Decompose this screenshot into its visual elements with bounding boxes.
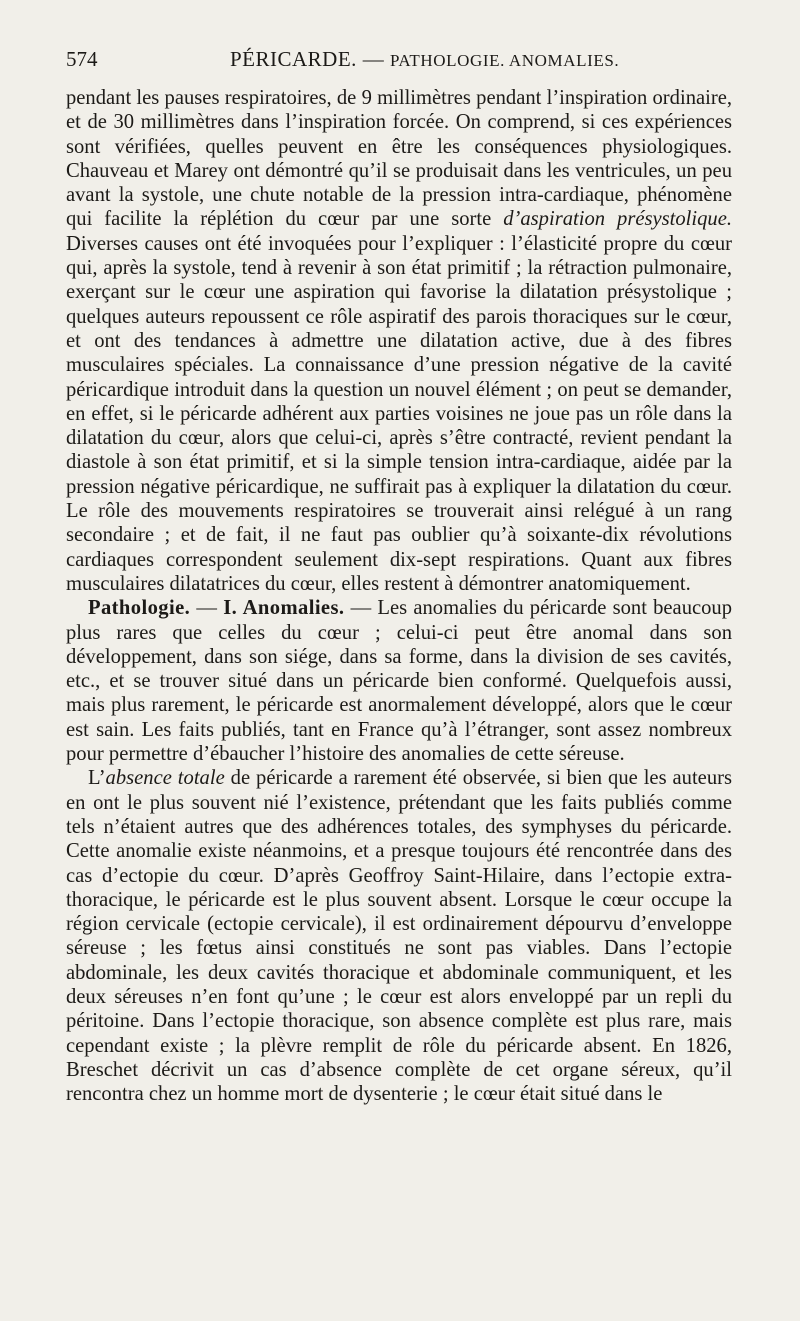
paragraph-pathology [66,596,732,766]
running-title-main: PÉRICARDE. [230,47,357,71]
paragraph-text: — Les anomalies du péricarde sont beaucoup plus rares que celles du cœur ; celui-ci peut être anomal dans son développement, dans son siége, dans sa forme, dans la division de ses cavités, etc., et se trouver situé dans un péricarde bien conformé. Quelquefois aussi, mais plus rarement, le péricarde est anormalement développé, alors que le cœur est sain. Les faits publiés, tant en France qu’à l’étranger, sont assez nombreux pour permettre d’ébaucher l’histoire des anomalies de cette séreuse. [66,597,733,766]
running-title-subtitle: PATHOLOGIE. ANOMALIES. [389,51,620,70]
italic-term: absence totale [105,767,225,790]
paragraph-text: pendant les pauses respiratoires, de 9 millimètres pendant l’inspiration ordinaire, et de 30 millimètres dans l’inspiration forcée. On comprend, si ces expériences sont vérifiées, quelles peuvent en être les conséquences physiologiques. Chauveau et Marey ont démontré qu’il se produisait dans les ventricules, un peu avant la systole, une chute notable de la pression intra-cardiaque, phénomène qui facilite la réplétion du cœur par une sorte [66,87,732,231]
running-head [66,44,732,74]
paragraph-text: L’ [88,767,106,790]
running-title [230,44,619,76]
running-title-dash: — [362,47,385,71]
paragraph-absence-totale [66,766,732,1106]
body-text [66,86,732,1106]
heading-separator: — [190,597,224,620]
section-heading-anomalies: I. Anomalies. [223,597,345,620]
paragraph-text: Diverses causes ont été invoquées pour l’expliquer : l’élasticité propre du cœur qui, après la systole, tend à revenir à son état primitif ; la rétraction pulmonaire, exerçant sur le cœur une aspiration qui favorise la dilatation présystolique ; quelques auteurs repoussent ce rôle aspiratif des parois thoraciques sur le cœur, et ont des tendances à admettre une dilatation active, due à des fibres musculaires spéciales. La connaissance d’une pression négative de la cavité péricardique introduit dans la question un nouvel élément ; on peut se demander, en effet, si le péricarde adhérent aux parties voisines ne joue pas un rôle dans la dilatation du cœur, alors que celui-ci, après s’être contracté, revient pendant la diastole à son état primitif, et si la simple tension intra-cardiaque, aidée par la pression négative péricardique, ne suffirait pas à expliquer la dilatation du cœur. Le rôle des mouvements respiratoires se trouverait ainsi relégué à un rang secondaire ; et de fait, il ne faut pas oublier qu’à soixante-dix révolutions cardiaques correspondent seulement dix-sept respirations. Quant aux fibres musculaires dilatatrices du cœur, elles restent à démontrer anatomiquement. [66,232,732,595]
page-number: 574 [66,47,98,71]
paragraph-text: de péricarde a rarement été observée, si bien que les auteurs en ont le plus souvent nié l’existence, prétendant que les faits publiés comme tels n’étaient autres que des adhérences totales, des symphyses du péricarde. Cette anomalie existe néanmoins, et a presque toujours été rencontrée dans des cas d’ectopie du cœur. D’après Geoffroy Saint-Hilaire, dans l’ectopie extra-thoracique, le péricarde est le plus souvent absent. Lorsque le cœur occupe la région cervicale (ectopie cervicale), il est ordinairement dépourvu d’enveloppe séreuse ; les fœtus ainsi constitués ne sont pas viables. Dans l’ectopie abdominale, les deux cavités thoracique et abdominale communiquent, et les deux séreuses n’en font qu’une ; le cœur est alors enveloppé par un repli du péritoine. Dans l’ectopie thoracique, son absence complète est plus rare, mais cependant existe ; la plèvre remplit de rôle du péricarde absent. En 1826, Breschet décrivit un cas d’absence complète de cet organe séreux, qu’il rencontra chez un homme mort de dysenterie ; le cœur était situé dans le [66,767,732,1106]
paragraph-physiology [66,86,732,596]
section-heading-pathology: Pathologie. [88,597,191,620]
italic-term: d’aspiration présystolique. [503,208,732,231]
